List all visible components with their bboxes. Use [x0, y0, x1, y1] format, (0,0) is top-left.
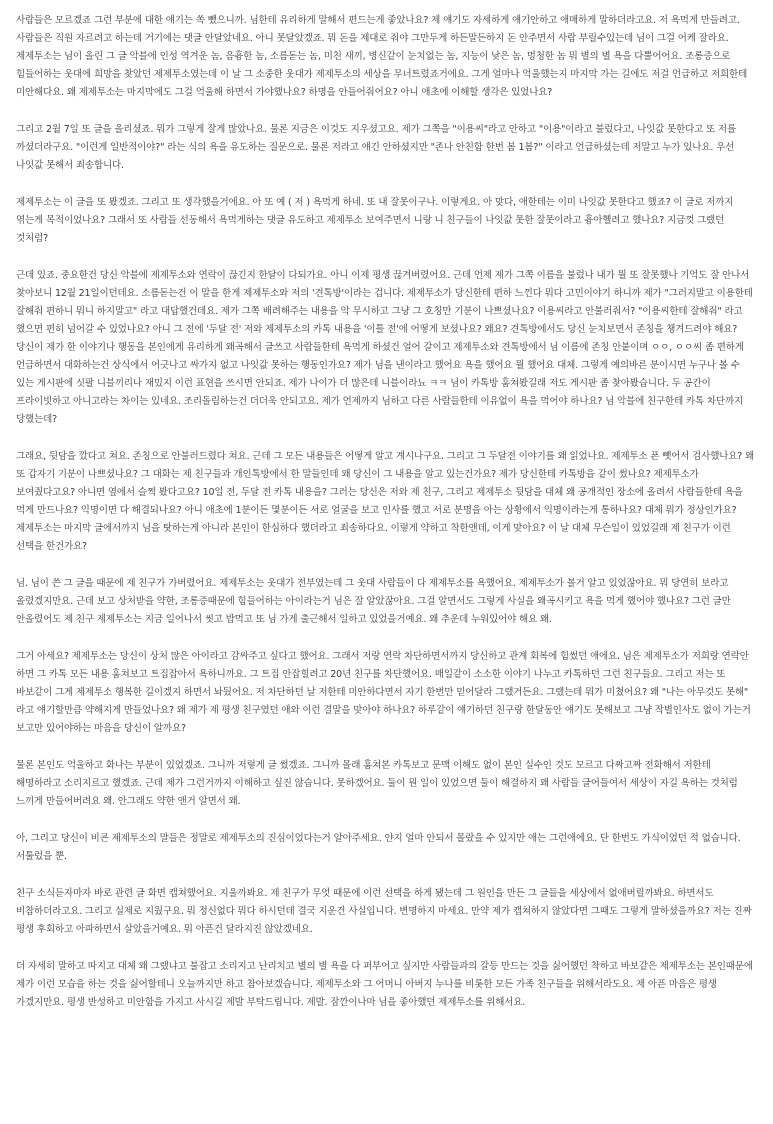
paragraph-10: 친구 소식듣자마자 바로 관련 글 화면 캡쳐했어요. 지울까봐요. 제 친구가 무엇 때문에 이런 선택을 하게 됐는데 그 원인을 만든 그 글들을 세상에서 없애버릴까봐요. 하면서도 비참하더라고요. 그리고 실제로 지웠구요. 뭐 정신없다 뭐다 하시던데 결국 지운건 사실입니다. 변명하지 마세요. 만약 제가 캡쳐하지 않았다면 그때도 그렇게 말하셨을까요? 저는 진짜 평생 후회하고 아파하면서 살았을거예요. 뭐 아픈건 달라지진 않았겠네요.	[16, 888, 752, 935]
paragraph-2: 그리고 2월 7일 또 글을 올리셨죠. 뭐가 그렇게 잘게 많았나요. 물론 지금은 이것도 지우셨고요. 제가 그쪽을 "이용씨"라고 안하고 "이용"이라고 불렀다고, 나잇값 못한다고 또 저를 까셨더라구요. "이런게 일반적이야?" 라는 식의 욕을 유도하는 질문으로. 물론 저라고 얘긴 안하셨지만 "존나 안친함 한번 봄 1봄?" 이라고 언급하셨는데 저말고 누가 있나요. 우선 나잇값 못해서 죄송합니다.	[16, 124, 736, 171]
paragraph-5: 그래요, 뒷담을 깠다고 쳐요. 존칭으로 안불러드렸다 쳐요. 근데 그 모든 내용들은 어떻게 알고 계시나구요. 그리고 그 두달전 이야기를 왜 읽었나요. 제제투소 폰 뺏어서 검사했나요? 왜 또 갑자기 기분이 나쁘셨나요? 그 대화는 제 친구들과 개인톡방에서 한 말들인데 왜 당신이 그 내용을 알고 있는건가요? 제가 당신한테 카톡방을 같이 썼나요? 제제투소가 보여줬다고요? 아니면 옆에서 슬쩍 봤다고요? 10일 전, 두달 전 카톡 내용을? 그러는 당신은 저와 제 친구, 그리고 제제투소 뒷담을 대체 왜 공개적인 장소에 올려서 사람들한테 욕을 먹게 만드나요? 익명이면 다 해결되나요? 아니 애초에 1분이든 몇분이든 서로 얼굴을 보고 인사를 했고 서로 분명을 아는 상황에서 익명이라는게 통하나요? 대체 뭐가 정상인가요? 제제투소는 마지막 글에서까지 님을 탓하는게 아니라 본인이 한심하다 했더라고 죄송하다요. 이렇게 약하고 착한앤데, 이게 맞아요? 이 날 대체 무슨일이 있었길래 제 친구가 이런 선택을 한건가요?	[16, 451, 755, 552]
paragraph-8: 물론 본인도 억울하고 화나는 부분이 있었겠죠. 그니까 저렇게 글 썼겠죠. 그니까 몰래 훔쳐본 카톡보고 문맥 이해도 없이 본인 실수인 것도 모르고 다짜고짜 전화해서 저한테 해명하라고 소리지르고 했겠죠. 근데 제가 그런거까지 이해하고 싶진 않습니다. 못하겠어요. 둘이 뭔 일이 있었으면 둘이 해결하지 왜 사람들 글어들여서 세상이 자길 욕하는 것처럼 느끼게 만들어버려요 왜. 안그래도 약한 앤거 알면서 왜.	[16, 760, 738, 807]
paragraph-1: 사람들은 모르겠죠 그런 부분에 대한 얘기는 쏙 뺐으니까. 님한테 유리하게 말해서 편드는게 좋았나요? 제 얘기도 자세하게 얘기안하고 애매하게 말하더라고요. 저 욕먹게 만들려고. 사람들은 직원 자르려고 하는데 거기에는 댓글 안달았네요. 아니 못달았겠죠. 뭐 돈을 제대로 줘야 그만두게 하든말든하지 돈 안주면서 사람 부릴수있는데 님이 그걸 어케 잘라요. 제제투소는 님이 올린 그 글 악블에 인성 역겨운 놈, 음흉한 놈, 소름돋는 놈, 미친 새끼, 병신같이 눈치없는 놈, 지능이 낮은 놈, 멍청한 놈 뭐 별의 별 욕을 다뿔어어요. 조롱증으로 힘들어하는 웃대에 희망을 찾았던 제제투소였는데 이 날 그 소중한 웃대가 제제투소의 세상을 무너트렸죠거에요. 그게 얼마나 억울했는지 마지막 가는 길에도 저걸 언급하고 저희한테 미안해다요. 왜 제제투소는 마지막에도 그걸 억울해 하면서 가야했나요? 하명을 안들어줘어요? 아니 애초에 이해할 생각은 있었나요?	[16, 15, 748, 98]
paragraph-9: 아, 그리고 당신이 비굔 제제투소의 말들은 정말로 제제투소의 진심이었다는거 알아주세요. 얀지 얼마 안되서 몰랐을 수 있지만 애는 그런애에요. 단 한번도 가식이었던 적 없습니다. 서툴렀을 뿐.	[16, 833, 741, 862]
paragraph-6: 님. 님이 쓴 그 글을 때문에 제 친구가 가버렸어요. 제제투소는 웃대가 전부였는데 그 웃대 사람들이 다 제제투소를 욕했어요. 제제투소가 볼거 알고 있었잖아요. 뭐 당연히 보라고 올렸겠지만요. 근데 보고 상처받을 약한, 조롱증때문에 힘들어하는 아이라는거 님은 잘 알았잖아요. 그걸 알면서도 그렇게 사실을 왜곡시키고 욕을 먹게 했어야 했나요? 그런 글만 안올렸어도 제 친구 제제투소는 지금 일어나서 씻고 밥먹고 또 님 가게 출근해서 일하고 있었을거예요. 왜 추운데 누워있어야 해요 왜.	[16, 578, 731, 625]
paragraph-3: 제제투소는 이 글을 또 봤겠죠. 그리고 또 생각했을거에요. 아 또 예 ( 저 ) 욕먹게 하네. 또 내 잘못이구나. 이렇게요. 아 맞다, 애한테는 이미 나잇값 못한다고 했죠? 이 글로 저까지 엮는게 목적이었나요? 그래서 또 사람들 선동해서 욕먹게하는 댓글 유도하고 제제투소 보여주면서 니랑 니 친구들이 나잇값 못한 잘못이라고 흉아헬려고 했나요? 지금껏 그랬던 것처럼?	[16, 197, 734, 244]
paragraph-4: 근데 있죠. 중요한건 당신 악블에 제제투소와 연락이 끊긴지 한달이 다되가요. 아니 이제 평생 끊겨버렸어요. 근데 언제 제가 그쪽 이름을 불렀나 내가 뭘 또 잘못했나 기억도 잘 안나서 찾아보니 12월 21일이던데요. 소름돋는건 이 말을 한게 제제투소와 저의 '견톡방'이라는 겁니다. 제제투소가 당신한테 편하 느낀다 뭐다 고민이야기 하니까 제가 "그러지말고 이용한테 잘해줘 편하니 뭐니 하지말고" 라고 대답했건데요. 제가 그쪽 배려해주는 내용을 악 무시하고 그냥 그 호칭만 기분이 나쁘셨나요? 이용씨라고 안불러줘서? "이용씨한테 잘해줘" 라고 했으면 편히 넘어갈 수 있었나요? 아니 그 전에 '두달 전' 저와 제제투소의 카톡 내용을 '이틀 전'에 어떻게 보셨나요? 왜요? 견톡방에서도 당신 눈치보면서 존칭을 챙겨드려야 해요? 당신이 제가 한 이야기나 행동을 본인에게 유리하게 왜곡해서 글쓰고 사람들한테 욕먹게 하셨건 얼어 갈이고 제제투소와 견톡방에서 님 이름에 존칭 안붙이며 ㅇㅇ, ㅇㅇ씨 좀 편하게 언급하면서 대화하는건 상식에서 어긋나고 싸가지 없고 나잇값 못하는 행동인가요? 제가 님을 낸이라고 했어요 욕을 했어요 뭘 했어요 대체. 그렇게 예의바른 분이시면 누구나 볼 수 있는 게시판에 싯팔 니블끼리나 재밌지 이런 표현을 쓰시면 안되죠. 제가 나이가 더 많은데 니블이라뇨 ㅋㅋ 님이 카톡방 훔쳐봤길래 저도 게시판 좀 찾아봤습니다. 두 공간이 프라이빗하고 아니고라는 차이는 있네요. 조리돌림하는건 더더욱 안되고요. 제가 언제까지 님하고 다른 사람들한테 이유없이 욕을 먹어야 하나요? 님 악블에 친구한테 카톡 차단까지 당했는데?	[16, 270, 753, 425]
paragraph-7: 그거 아세요? 제제투소는 당신이 상처 많은 아이라고 감싸주고 싶다고 했어요. 그래서 저랑 연락 차단하면서까지 당신하고 관계 회복에 힘썼던 애에요. 님은 제제투소가 저희랑 연락안 하면 그 카톡 모든 내용 훔쳐보고 트집잡아서 욕하니까요. 그 트집 안잡힐려고 20년 친구를 차단했어요. 매일같이 소소한 이야기 나누고 카톡하던 그런 친구들요. 그리고 저는 또 바보같이 그게 제제투소 행복한 길이겠지 하면서 놔뒀어요. 저 차단하던 날 저한테 미안하다면서 자기 한번만 믿어달라 그랬거든요. 그랬는데 뭐가 미쳤어요? 왜 "나는 아무것도 못해" 라고 얘기할만큼 약해지게 만들었나요? 왜 제가 제 평생 친구였던 애와 이런 결말을 맞아야 하나요? 하루같이 얘기하던 친구랑 한달동안 얘기도 못해보고 그냥 작별인사도 없이 가는거 보고만 있어야하는 마음을 당신이 알까요?	[16, 651, 751, 734]
paragraph-11: 더 자세히 말하고 따지고 대체 왜 그랬냐고 불잡고 소리지고 난리치고 별의 별 욕을 다 퍼부어고 싶지만 사람들과의 갈등 만드는 것을 싫어했던 착하고 바보같은 제제투소는 본인때문에 제가 이런 모습을 하는 것을 싫어할테니 오늘까지만 하고 참아보겠습니다. 제제투소와 그 어머니 아버지 누나를 비롯한 모든 가족 친구들을 위해서라도요. 제 아픈 마음은 평생 가겠지만요. 평생 반성하고 미안함을 가지고 사시길 제발 부탁드립니다. 제발. 잠깐이나마 님을 좋아했던 제제투소를 위해서요.	[16, 961, 753, 1008]
